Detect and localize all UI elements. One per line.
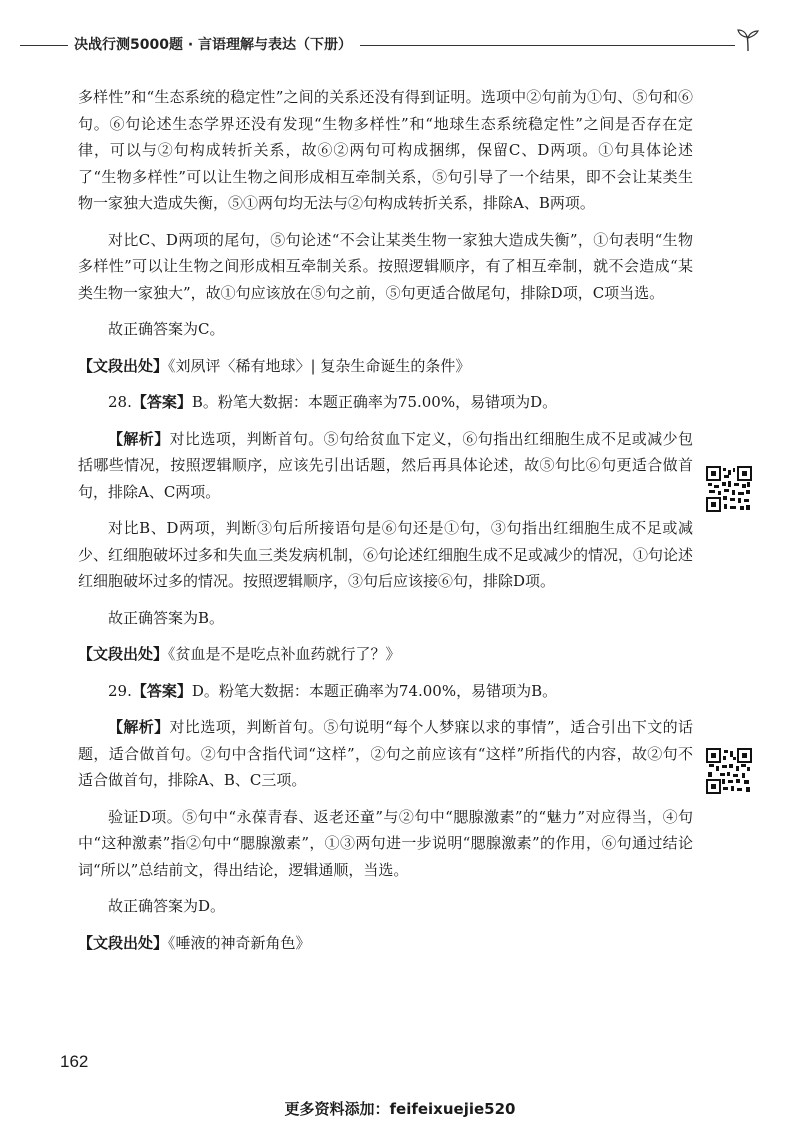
analysis-29: 【解析】对比选项，判断首句。⑤句说明“每个人梦寐以求的事情”，适合引出下文的话题，适合做首句。②句中含指代词“这样”，②句之前应该有“这样”所指代的内容，故②句不适合做首句，排除A、B、C三项。 [78,718,693,789]
answer-explanations [78,84,693,956]
source-line [78,930,693,957]
page-number: 162 [60,1052,89,1071]
analysis-label: 【解析】 [108,718,170,736]
answer-line-29 [78,678,693,705]
source-label: 【文段出处】 [78,356,169,375]
answer-text: D。粉笔大数据：本题正确率为74.00%，易错项为B。 [191,681,558,700]
source-label: 【文段出处】 [78,933,169,952]
source-line [78,641,693,668]
answer-label: 【答案】 [131,393,192,411]
running-header [0,28,800,54]
paragraph: 对比B、D两项，判断③句后所接语句是⑥句还是①句，③句指出红细胞生成不足或减少、红细胞破坏过多和失血三类发病机制，⑥句论述红细胞生成不足或减少的情况，①句论述红细胞破坏过多的情况。按照逻辑顺序，③句后应该接⑥句，排除D项。 [78,519,694,590]
answer-line-28 [78,389,693,416]
conclusion: 故正确答案为B。 [108,608,225,627]
paragraph: 多样性”和“生态系统的稳定性”之间的关系还没有得到证明。选项中②句前为①句、⑤句和⑥句。⑥句论述生态学界还没有发现“生物多样性”和“地球生态系统稳定性”之间是否存在定律，可以与②句构成转折关系，故⑥②两句可构成捆绑，保留C、D两项。①句具体论述了“生物多样性”可以让生物之间形成相互牵制关系，⑤句引导了一个结果，即不会让某类生物一家独大造成失衡，⑤①两句均无法与②句构成转折关系，排除A、B两项。 [78,88,693,212]
analysis-label: 【解析】 [108,429,170,448]
qr-code-icon[interactable] [706,466,752,512]
book-title: 决战行测5000题 · 言语理解与表达（下册） [74,37,353,53]
sprout-icon [735,28,761,52]
question-number: 29. [108,681,132,700]
footer-note: 更多资料添加：feifeixuejie520 [284,1100,516,1118]
source-label: 【文段出处】 [78,645,169,663]
source-text: 《刘夙评〈稀有地球〉| 复杂生命诞生的条件》 [168,356,471,375]
paragraph: 对比C、D两项的尾句，⑤句论述“不会让某类生物一家独大造成失衡”，①句表明“生物多样性”可以让生物之间形成相互牵制关系。按照逻辑顺序，有了相互牵制，就不会造成“某类生物一家独大”，故①句应该放在⑤句之前，⑤句更适合做尾句，排除D项，C项当选。 [78,230,693,302]
answer-text: B。粉笔大数据：本题正确率为75.00%，易错项为D。 [191,393,558,411]
source-line [78,353,693,380]
analysis-28: 【解析】对比选项，判断首句。⑤句给贫血下定义，⑥句指出红细胞生成不足或减少包括哪些情况，按照逻辑顺序，应该先引出话题，然后再具体论述，故⑤句比⑥句更适合做首句，排除A、C两项。 [78,429,693,501]
answer-label: 【答案】 [131,681,192,700]
header-rule-left [20,45,68,46]
header-rule-right [360,45,735,46]
paragraph: 验证D项。⑤句中“永葆青春、返老还童”与②句中“腮腺激素”的“魅力”对应得当，④句中“这种激素”指②句中“腮腺激素”，①③两句进一步说明“腮腺激素”的作用，⑥句通过结论词“所以”总结前文，得出结论，逻辑通顺，当选。 [78,807,693,879]
source-text: 《贫血是不是吃点补血药就行了？》 [168,645,401,663]
conclusion: 故正确答案为D。 [108,897,226,915]
conclusion: 故正确答案为C。 [108,320,225,338]
qr-code-icon[interactable] [706,748,752,794]
question-number: 28. [108,393,132,411]
source-text: 《唾液的神奇新角色》 [168,933,311,952]
